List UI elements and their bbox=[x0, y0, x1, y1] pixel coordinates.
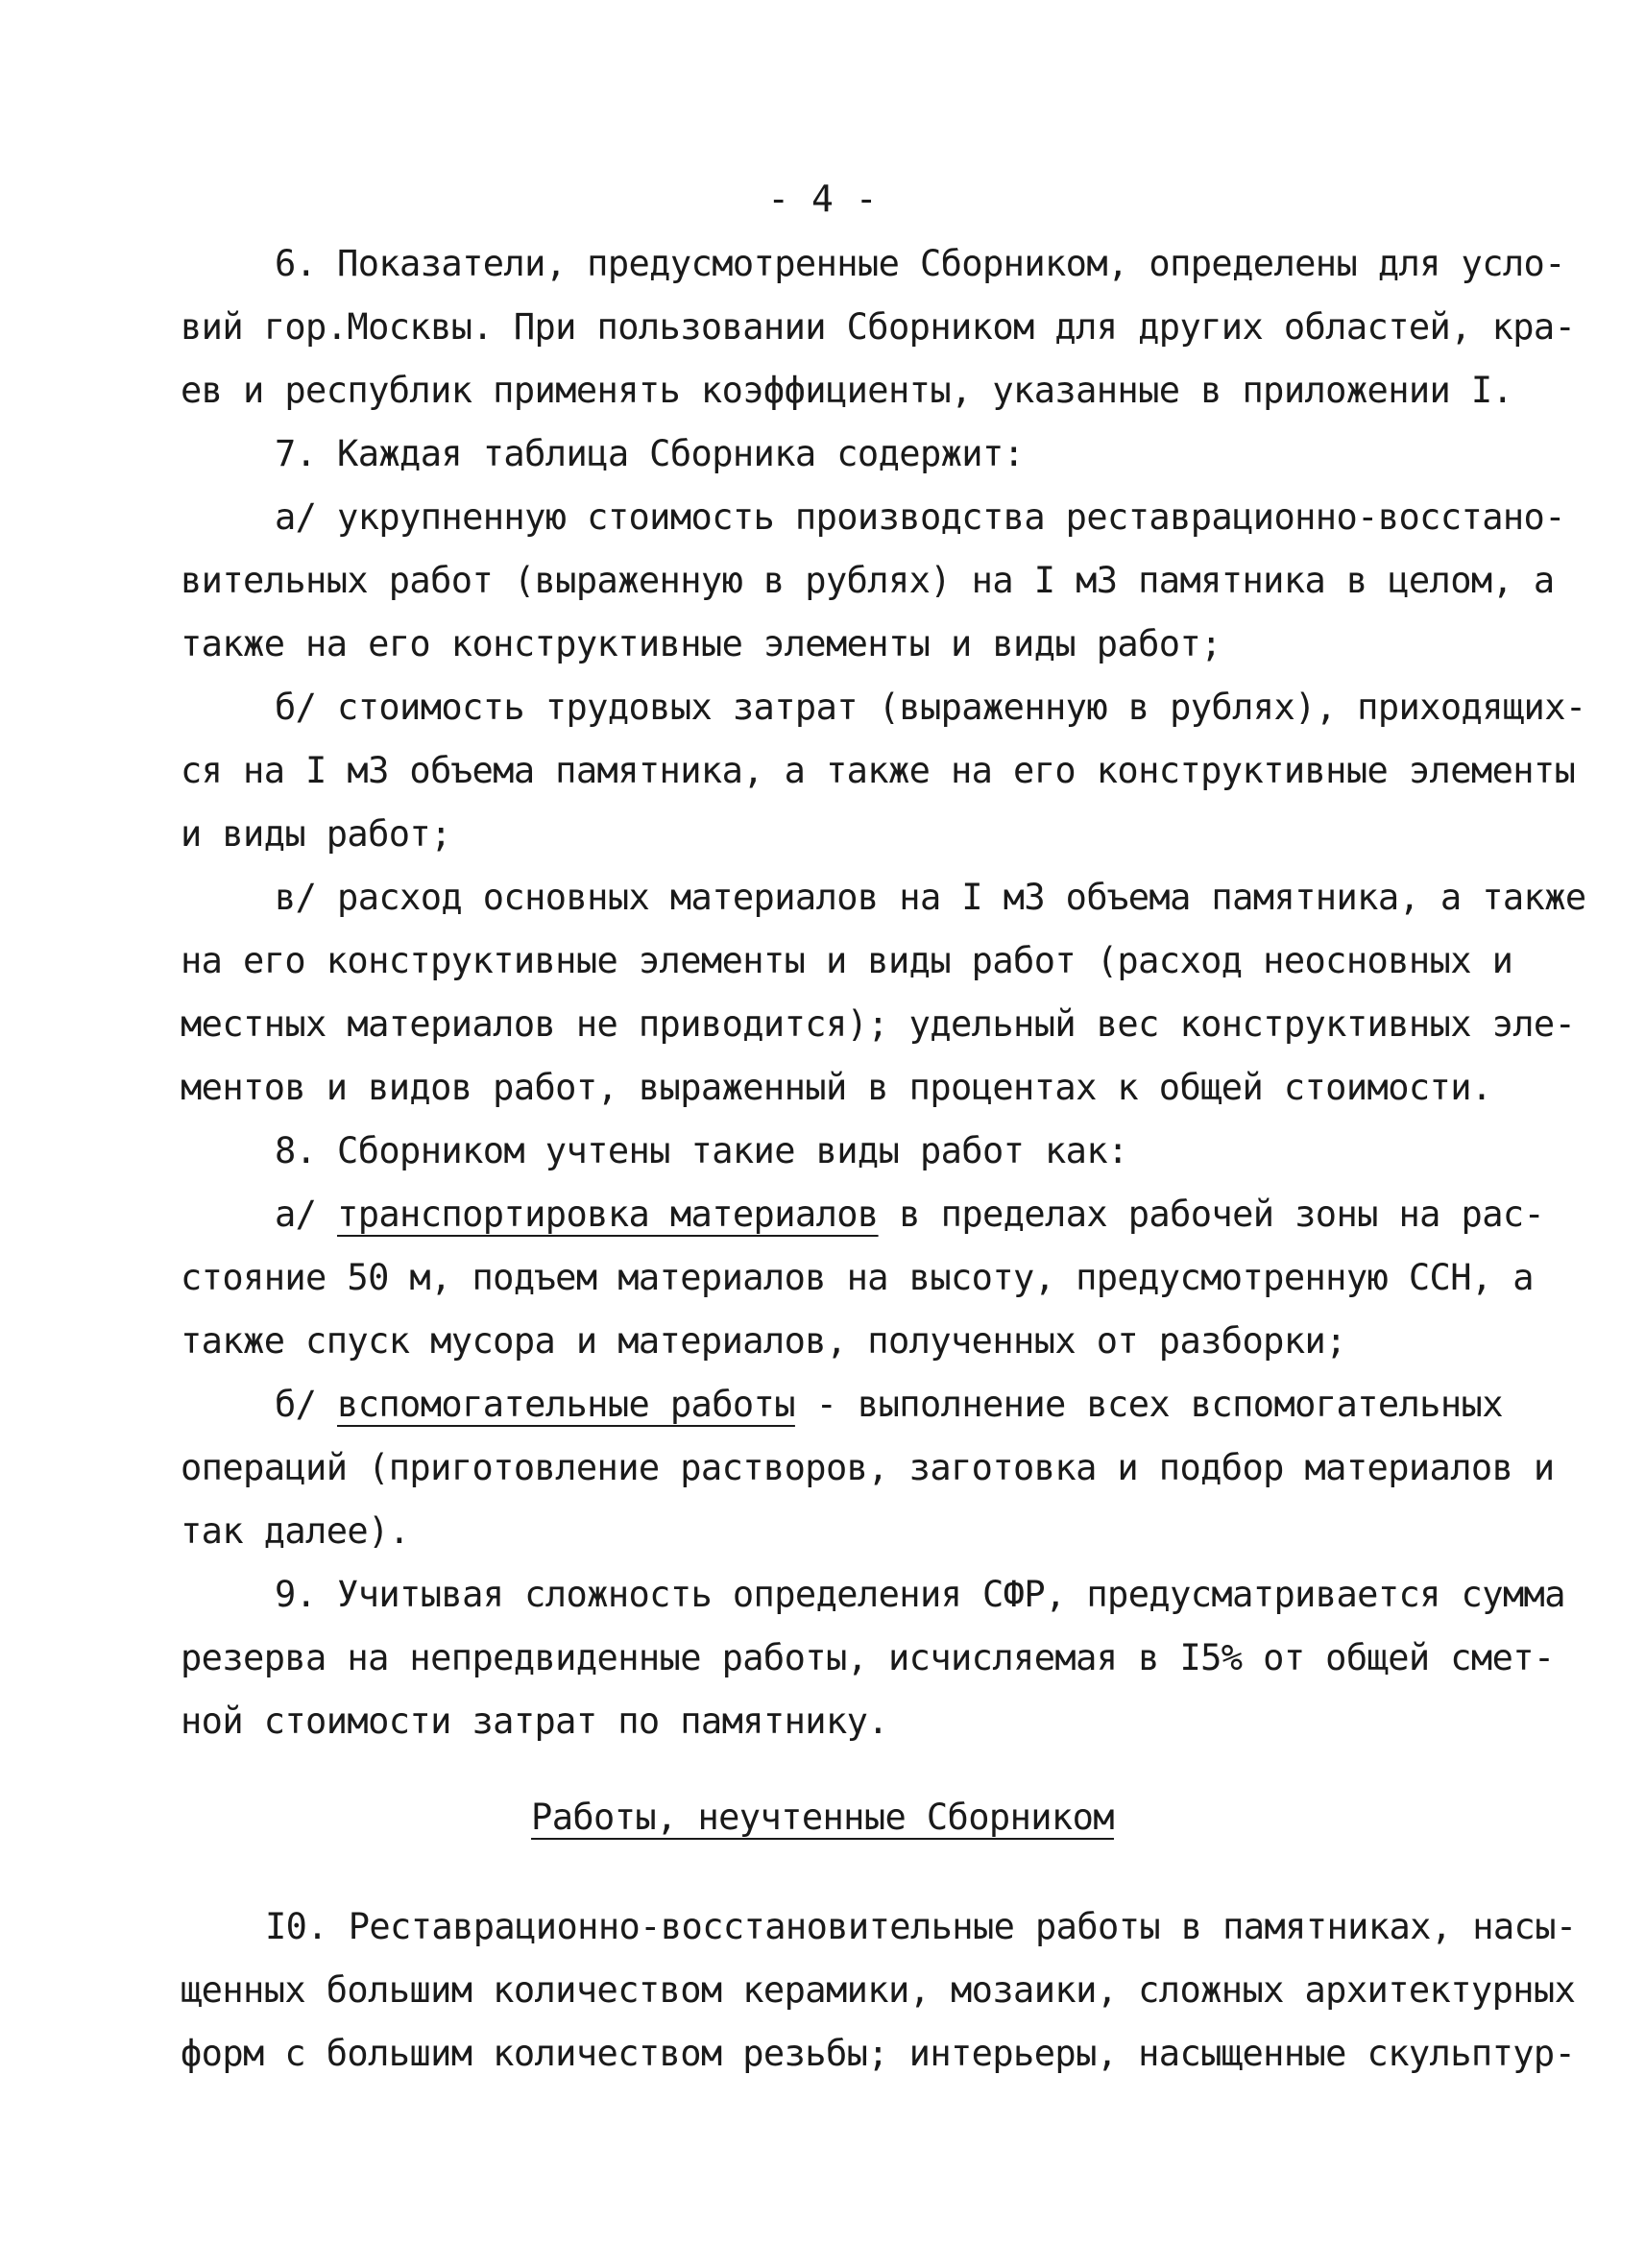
paragraph-8b-line-3: так далее). bbox=[181, 1510, 410, 1552]
page-number: - 4 - bbox=[767, 178, 878, 220]
paragraph-10-line-3: форм с большим количеством резьбы; интерьеры, насыщенные скульптур- bbox=[181, 2033, 1576, 2074]
paragraph-9-line-2: резерва на непредвиденные работы, исчисляемая в I5% от общей смет- bbox=[181, 1637, 1555, 1678]
paragraph-8b-line-2: операций (приготовление растворов, заготовка и подбор материалов и bbox=[181, 1447, 1555, 1488]
paragraph-8b-prefix: б/ bbox=[275, 1384, 338, 1425]
underlined-term-transport: транспортировка материалов bbox=[337, 1194, 879, 1235]
paragraph-7c-line-3: местных материалов не приводится); удельный вес конструктивных эле- bbox=[181, 1003, 1576, 1045]
paragraph-7a-line-3: также на его конструктивные элементы и виды работ; bbox=[181, 623, 1222, 664]
paragraph-7b-line-1: б/ стоимость трудовых затрат (выраженную в рублях), приходящих- bbox=[275, 687, 1586, 728]
paragraph-8b-rest: - выполнение всех вспомогательных bbox=[794, 1384, 1503, 1425]
paragraph-6-line-3: ев и республик применять коэффициенты, указанные в приложении I. bbox=[181, 370, 1513, 411]
paragraph-7a-line-1: а/ укрупненную стоимость производства реставрационно-восстано- bbox=[275, 496, 1565, 538]
paragraph-8a-line-2: стояние 50 м, подъем материалов на высоту, предусмотренную ССН, а bbox=[181, 1257, 1534, 1298]
paragraph-9-line-1: 9. Учитывая сложность определения СФР, предусматривается сумма bbox=[275, 1574, 1565, 1615]
paragraph-7-line-1: 7. Каждая таблица Сборника содержит: bbox=[275, 433, 1025, 474]
paragraph-7c-line-4: ментов и видов работ, выраженный в процентах к общей стоимости. bbox=[181, 1067, 1492, 1108]
paragraph-7c-line-2: на его конструктивные элементы и виды работ (расход неосновных и bbox=[181, 940, 1513, 981]
paragraph-9-line-3: ной стоимости затрат по памятнику. bbox=[181, 1701, 888, 1742]
paragraph-6-line-2: вий гор.Москвы. При пользовании Сборником для других областей, кра- bbox=[181, 306, 1576, 348]
paragraph-10-line-1: I0. Реставрационно-восстановительные работы в памятниках, насы- bbox=[265, 1906, 1577, 1947]
paragraph-8a-prefix: а/ bbox=[275, 1194, 338, 1235]
paragraph-8b-line-1 bbox=[275, 1384, 1503, 1425]
paragraph-8-line-1: 8. Сборником учтены такие виды работ как: bbox=[275, 1130, 1128, 1171]
paragraph-8a-rest: в пределах рабочей зоны на рас- bbox=[878, 1194, 1545, 1235]
section-heading bbox=[0, 1797, 1645, 1838]
section-heading-text: Работы, неучтенные Сборником bbox=[531, 1797, 1114, 1838]
paragraph-7b-line-2: ся на I м3 объема памятника, а также на его конструктивные элементы bbox=[181, 750, 1576, 791]
paragraph-8a-line-1 bbox=[275, 1194, 1545, 1235]
underlined-term-auxiliary: вспомогательные работы bbox=[337, 1384, 795, 1425]
paragraph-7c-line-1: в/ расход основных материалов на I м3 объема памятника, а также bbox=[275, 877, 1586, 918]
paragraph-8a-line-3: также спуск мусора и материалов, полученных от разборки; bbox=[181, 1320, 1346, 1362]
paragraph-6-line-1: 6. Показатели, предусмотренные Сборником, определены для усло- bbox=[275, 243, 1565, 284]
paragraph-7b-line-3: и виды работ; bbox=[181, 813, 451, 855]
paragraph-7a-line-2: вительных работ (выраженную в рублях) на I м3 памятника в целом, а bbox=[181, 560, 1555, 601]
paragraph-10-line-2: щенных большим количеством керамики, мозаики, сложных архитектурных bbox=[181, 1969, 1576, 2011]
